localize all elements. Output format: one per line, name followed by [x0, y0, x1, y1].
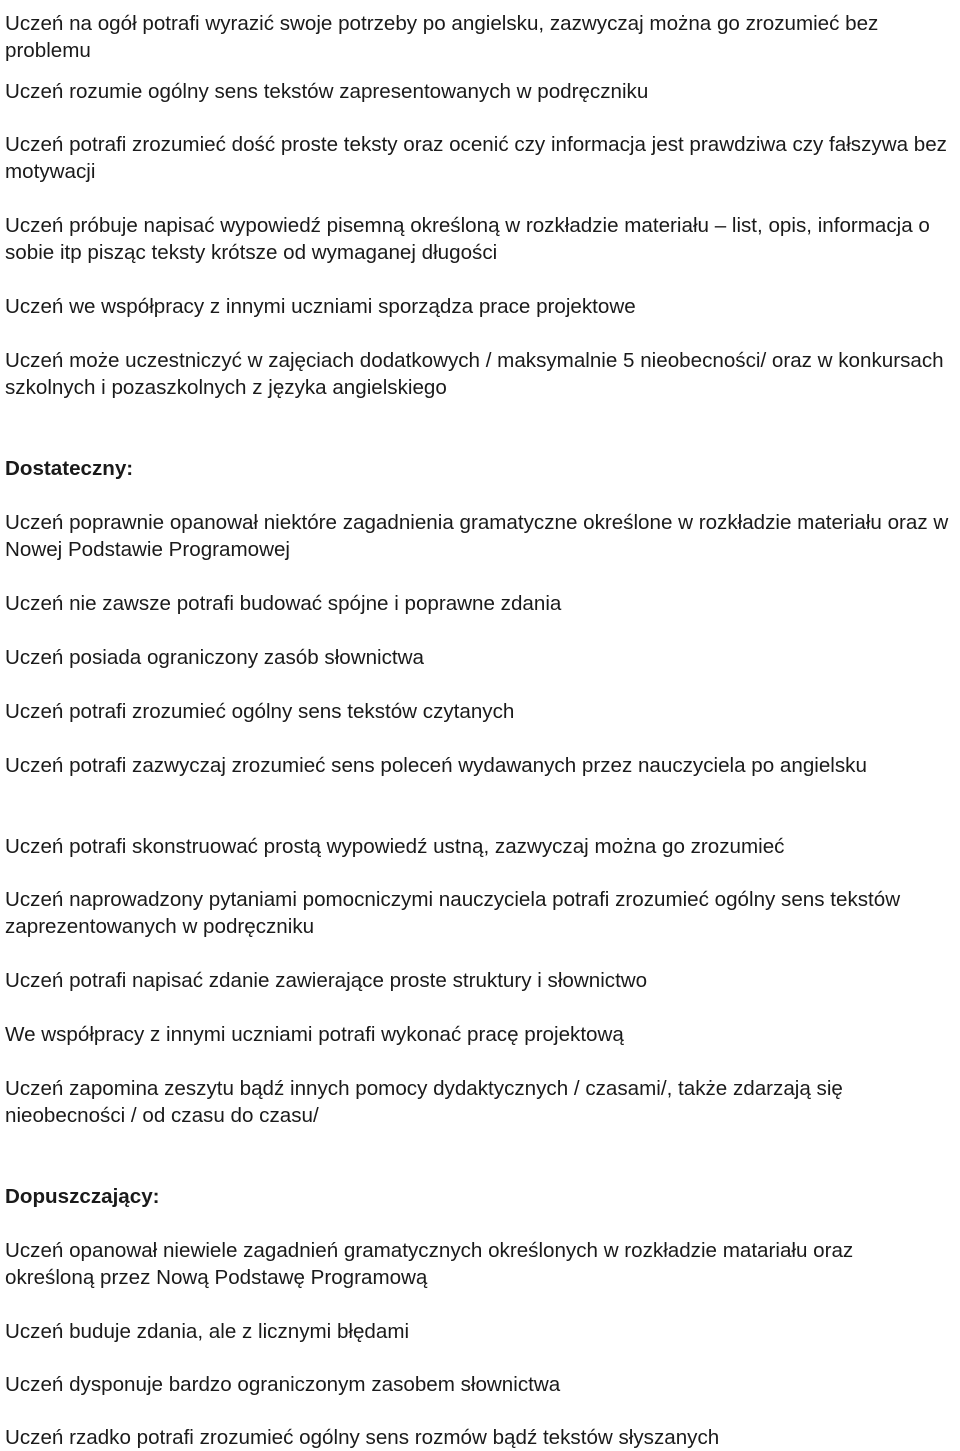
paragraph: Uczeń potrafi zrozumieć ogólny sens tekstów czytanych: [5, 700, 515, 723]
paragraph: We współpracy z innymi uczniami potrafi wykonać pracę projektową: [5, 1023, 624, 1046]
paragraph: Uczeń potrafi zazwyczaj zrozumieć sens poleceń wydawanych przez nauczyciela po angielsku: [5, 754, 867, 777]
paragraph: Uczeń rzadko potrafi zrozumieć ogólny sens rozmów bądź tekstów słyszanych: [5, 1426, 720, 1449]
paragraph: Uczeń rozumie ogólny sens tekstów zapresentowanych w podręczniku: [5, 80, 649, 103]
paragraph: Uczeń potrafi zrozumieć dość proste teksty oraz ocenić czy informacja jest prawdziwa czy fałszywa bez motywacji: [5, 133, 947, 183]
paragraph: Uczeń potrafi skonstruować prostą wypowiedź ustną, zazwyczaj można go zrozumieć: [5, 835, 785, 858]
paragraph: Uczeń opanował niewiele zagadnień gramatycznych określonych w rozkładzie matariału oraz określoną przez Nową Podstawę Programową: [5, 1239, 854, 1289]
paragraph: Uczeń posiada ograniczony zasób słownictwa: [5, 646, 424, 669]
paragraph: Uczeń potrafi napisać zdanie zawierające proste struktury i słownictwo: [5, 969, 648, 992]
paragraph: Uczeń naprowadzony pytaniami pomocniczymi nauczyciela potrafi zrozumieć ogólny sens tekstów zaprezentowanych w podręczniku: [5, 888, 901, 938]
paragraph: Uczeń próbuje napisać wypowiedź pisemną określoną w rozkładzie materiału – list, opis, informacja o sobie itp pisząc teksty krótsze od wymaganej długości: [5, 214, 930, 264]
section-heading-dopuszczajacy: Dopuszczający:: [5, 1185, 160, 1208]
paragraph: Uczeń może uczestniczyć w zajęciach dodatkowych / maksymalnie 5 nieobecności/ oraz w konkursach szkolnych i pozaszkolnych z języka angielskiego: [5, 349, 944, 399]
paragraph: Uczeń we współpracy z innymi uczniami sporządza prace projektowe: [5, 295, 636, 318]
paragraph: Uczeń zapomina zeszytu bądź innych pomocy dydaktycznych / czasami/, także zdarzają się nieobecności / od czasu do czasu/: [5, 1077, 843, 1127]
paragraph: Uczeń na ogół potrafi wyrazić swoje potrzeby po angielsku, zazwyczaj można go zrozumieć bez problemu: [5, 12, 879, 62]
paragraph: Uczeń buduje zdania, ale z licznymi błędami: [5, 1320, 410, 1343]
paragraph: Uczeń dysponuje bardzo ograniczonym zasobem słownictwa: [5, 1373, 561, 1396]
section-heading-dostateczny: Dostateczny:: [5, 457, 134, 480]
paragraph: Uczeń nie zawsze potrafi budować spójne i poprawne zdania: [5, 592, 562, 615]
paragraph: Uczeń poprawnie opanował niektóre zagadnienia gramatyczne określone w rozkładzie materiału oraz w Nowej Podstawie Programowej: [5, 511, 949, 561]
